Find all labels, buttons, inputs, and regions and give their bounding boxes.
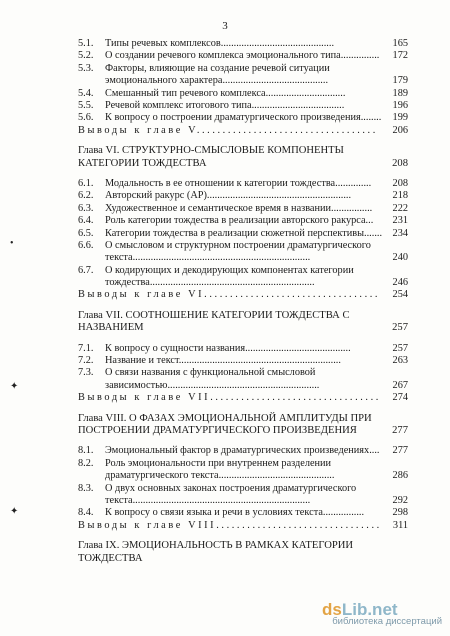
entry-title: драматургического текста............................................. [105, 470, 335, 482]
toc-entry [78, 265, 408, 277]
entry-number: 5.6. [78, 112, 94, 124]
entry-page: 263 [392, 355, 408, 367]
chapter-title-line: Глава VI. СТРУКТУРНО-СМЫСЛОВЫЕ КОМПОНЕНТЫ [78, 145, 344, 157]
entry-page: 222 [392, 202, 408, 214]
margin-mark-star-icon: ✦ [10, 506, 19, 517]
toc-entry [78, 178, 408, 190]
toc-entry [78, 240, 408, 252]
leader-dots: ........................................................ [206, 190, 352, 202]
entry-number: 6.2. [78, 190, 94, 202]
entry-title: О создании речевого комплекса эмоционального типа............... [105, 50, 380, 62]
entry-title: Художественное и семантическое время в названии................ [105, 202, 373, 214]
toc-entry [78, 38, 408, 50]
entry-title: тождества................................................................ [105, 277, 315, 289]
chapter-title-line: НАЗВАНИЕМ [78, 322, 144, 334]
toc-entry [78, 470, 408, 482]
entry-page: 208 [392, 177, 408, 189]
toc-gap [78, 405, 408, 413]
chapter-page: 257 [392, 322, 408, 334]
entry-page: 254 [392, 289, 408, 301]
entry-page: 292 [392, 494, 408, 506]
entry-page: 274 [392, 392, 408, 404]
leader-dots: .... [369, 445, 380, 457]
entry-page: 234 [392, 227, 408, 239]
toc-entry [78, 277, 408, 289]
leader-dots: ............................... [265, 87, 346, 99]
entry-number: 7.2. [78, 355, 94, 367]
entry-page: 267 [392, 379, 408, 391]
leader-dots: .................................. [204, 289, 381, 301]
entry-number: 5.1. [78, 38, 94, 49]
entry-number: 8.4. [78, 507, 94, 519]
toc-entry [78, 63, 408, 75]
entry-title: Название и текст............................................................... [105, 355, 341, 367]
toc-conclusion [78, 289, 408, 301]
toc-entry [78, 75, 408, 87]
leader-dots: ................ [322, 507, 365, 519]
leader-dots: ................................................................ [149, 277, 315, 289]
entry-number: 5.5. [78, 99, 94, 111]
leader-dots: ............................................................... [178, 355, 341, 367]
entry-page: 179 [392, 75, 408, 87]
entry-title: текста..................................................................... [105, 252, 311, 264]
entry-page: 298 [392, 507, 408, 519]
toc-conclusion [78, 520, 408, 532]
entry-title: Авторский ракурс (АР)........................................................ [105, 190, 352, 202]
entry-number: 8.1. [78, 445, 94, 457]
chapter-page: 277 [392, 425, 408, 437]
entry-title: Эмоциональный фактор в драматургических произведениях.... [105, 445, 380, 457]
chapter-page: 208 [392, 157, 408, 169]
watermark-logo-text: dsLib.net [322, 600, 398, 619]
entry-title: О двух основных законах построения драматургического [105, 482, 357, 494]
entry-title: Речевой комплекс итогового типа.................................... [105, 99, 345, 111]
entry-number: 5.4. [78, 87, 94, 99]
entry-title: Выводы к главе VIII................................ [78, 519, 382, 531]
toc-chapter-heading [78, 540, 408, 565]
toc-entry [78, 228, 408, 240]
entry-page: 231 [392, 215, 408, 227]
toc-chapter-heading [78, 310, 408, 335]
entry-page: 165 [392, 38, 408, 49]
chapter-title-line: ПОСТРОЕНИИ ДРАМАТУРГИЧЕСКОГО ПРОИЗВЕДЕНИЯ [78, 425, 357, 437]
entry-title: Факторы, влияющие на создание речевой ситуации [105, 62, 330, 74]
watermark-logo [322, 592, 442, 628]
entry-number: 5.3. [78, 62, 94, 74]
margin-mark-star-icon: ✦ [10, 381, 19, 392]
entry-page: 311 [392, 519, 408, 531]
entry-page: 206 [392, 124, 408, 136]
margin-mark-dot: • [10, 238, 14, 249]
leader-dots: ............... [340, 50, 380, 62]
entry-page: 257 [392, 342, 408, 354]
entry-number: 7.3. [78, 367, 94, 379]
toc-entry [78, 495, 408, 507]
entry-page: 196 [392, 99, 408, 111]
entry-title: Типы речевых комплексов............................................ [105, 38, 335, 49]
leader-dots: ................................. [210, 392, 381, 404]
leader-dots: ... [365, 215, 374, 227]
entry-number: 6.1. [78, 177, 94, 189]
entry-title: зависимостью........................................................... [105, 379, 320, 391]
entry-title: Выводы к главе VI.................................. [78, 289, 381, 301]
toc-entry [78, 190, 408, 202]
entry-title: К вопросу о связи языка и речи в условиях текста................ [105, 507, 365, 519]
entry-page: 218 [392, 190, 408, 202]
leader-dots: .............. [335, 177, 372, 189]
chapter-title-line: Глава VII. СООТНОШЕНИЕ КАТЕГОРИИ ТОЖДЕСТВА С [78, 309, 350, 321]
entry-page: 199 [392, 112, 408, 124]
toc-entry [78, 88, 408, 100]
watermark-subtitle: библиотека диссертаций [332, 616, 442, 627]
chapter-title-line: Глава VIII. О ФАЗАХ ЭМОЦИОНАЛЬНОЙ АМПЛИТУДЫ ПРИ [78, 412, 372, 424]
table-of-contents [78, 38, 408, 565]
entry-title: Выводы к главе VII................................. [78, 392, 381, 404]
toc-gap [78, 170, 408, 178]
entry-number: 5.2. [78, 50, 94, 62]
entry-title: О кодирующих и декодирующих компонентах категории [105, 264, 354, 276]
entry-page: 246 [392, 277, 408, 289]
toc-entry [78, 203, 408, 215]
entry-number: 6.3. [78, 202, 94, 214]
entry-title: К вопросу о сущности названия......................................... [105, 342, 351, 354]
leader-dots: ................ [331, 202, 373, 214]
leader-dots: ..................................................................... [132, 252, 311, 264]
toc-entry [78, 215, 408, 227]
leader-dots: .................................... [251, 99, 345, 111]
toc-entry [78, 445, 408, 457]
leader-dots: ........ [360, 112, 382, 124]
entry-title: текста..................................................................... [105, 494, 311, 506]
entry-title: Категории тождества в реализации сюжетной перспективы....... [105, 227, 383, 239]
toc-entry [78, 483, 408, 495]
leader-dots: ................................... [196, 124, 378, 136]
entry-title: Роль эмоциональности при внутреннем разделении [105, 457, 332, 469]
entry-title: эмоционального характера......................................... [105, 75, 329, 87]
toc-entry [78, 112, 408, 124]
toc-chapter-heading [78, 145, 408, 170]
entry-title: О смысловом и структурном построении драматургического [105, 239, 371, 251]
toc-entry [78, 380, 408, 392]
toc-chapter-heading [78, 413, 408, 438]
chapter-title-line: КАТЕГОРИИ ТОЖДЕСТВА [78, 157, 207, 169]
entry-page: 277 [392, 445, 408, 457]
toc-entry [78, 252, 408, 264]
toc-gap [78, 137, 408, 145]
toc-gap [78, 302, 408, 310]
toc-gap [78, 335, 408, 343]
entry-title: Роль категории тождества в реализации авторского ракурса... [105, 215, 374, 227]
toc-conclusion [78, 125, 408, 137]
toc-entry [78, 100, 408, 112]
toc-entry [78, 458, 408, 470]
leader-dots: ......................................... [245, 342, 351, 354]
toc-entry [78, 367, 408, 379]
entry-number: 8.3. [78, 482, 94, 494]
entry-number: 6.4. [78, 215, 94, 227]
entry-number: 6.5. [78, 227, 94, 239]
entry-title: К вопросу о построении драматургического произведения........ [105, 112, 382, 124]
page-number: 3 [222, 20, 228, 32]
leader-dots: ............................................. [218, 470, 335, 482]
toc-conclusion [78, 392, 408, 404]
entry-page: 286 [392, 470, 408, 482]
entry-number: 8.2. [78, 457, 94, 469]
entry-number: 6.7. [78, 264, 94, 276]
toc-entry [78, 343, 408, 355]
entry-number: 7.1. [78, 342, 94, 354]
entry-page: 189 [392, 87, 408, 99]
leader-dots: ................................ [216, 519, 382, 531]
toc-gap [78, 437, 408, 445]
leader-dots: ..................................................................... [132, 494, 311, 506]
entry-title: Смешанный тип речевого комплекса............................... [105, 87, 346, 99]
leader-dots: ....... [364, 227, 383, 239]
entry-title: Выводы к главе V................................... [78, 124, 378, 136]
toc-entry [78, 50, 408, 62]
leader-dots: ............................................ [220, 38, 335, 49]
toc-entry [78, 355, 408, 367]
leader-dots: ........................................................... [167, 379, 320, 391]
chapter-title-line: ТОЖДЕСТВА [78, 552, 143, 564]
entry-title: О связи названия с функциональной смысловой [105, 367, 316, 379]
leader-dots: ......................................... [222, 75, 329, 87]
entry-title: Модальность в ее отношении к категории тождества.............. [105, 177, 372, 189]
entry-number: 6.6. [78, 239, 94, 251]
toc-entry [78, 507, 408, 519]
chapter-title-line: Глава IX. ЭМОЦИОНАЛЬНОСТЬ В РАМКАХ КАТЕГОРИИ [78, 540, 354, 552]
entry-page: 172 [392, 50, 408, 62]
toc-gap [78, 532, 408, 540]
entry-page: 240 [392, 252, 408, 264]
